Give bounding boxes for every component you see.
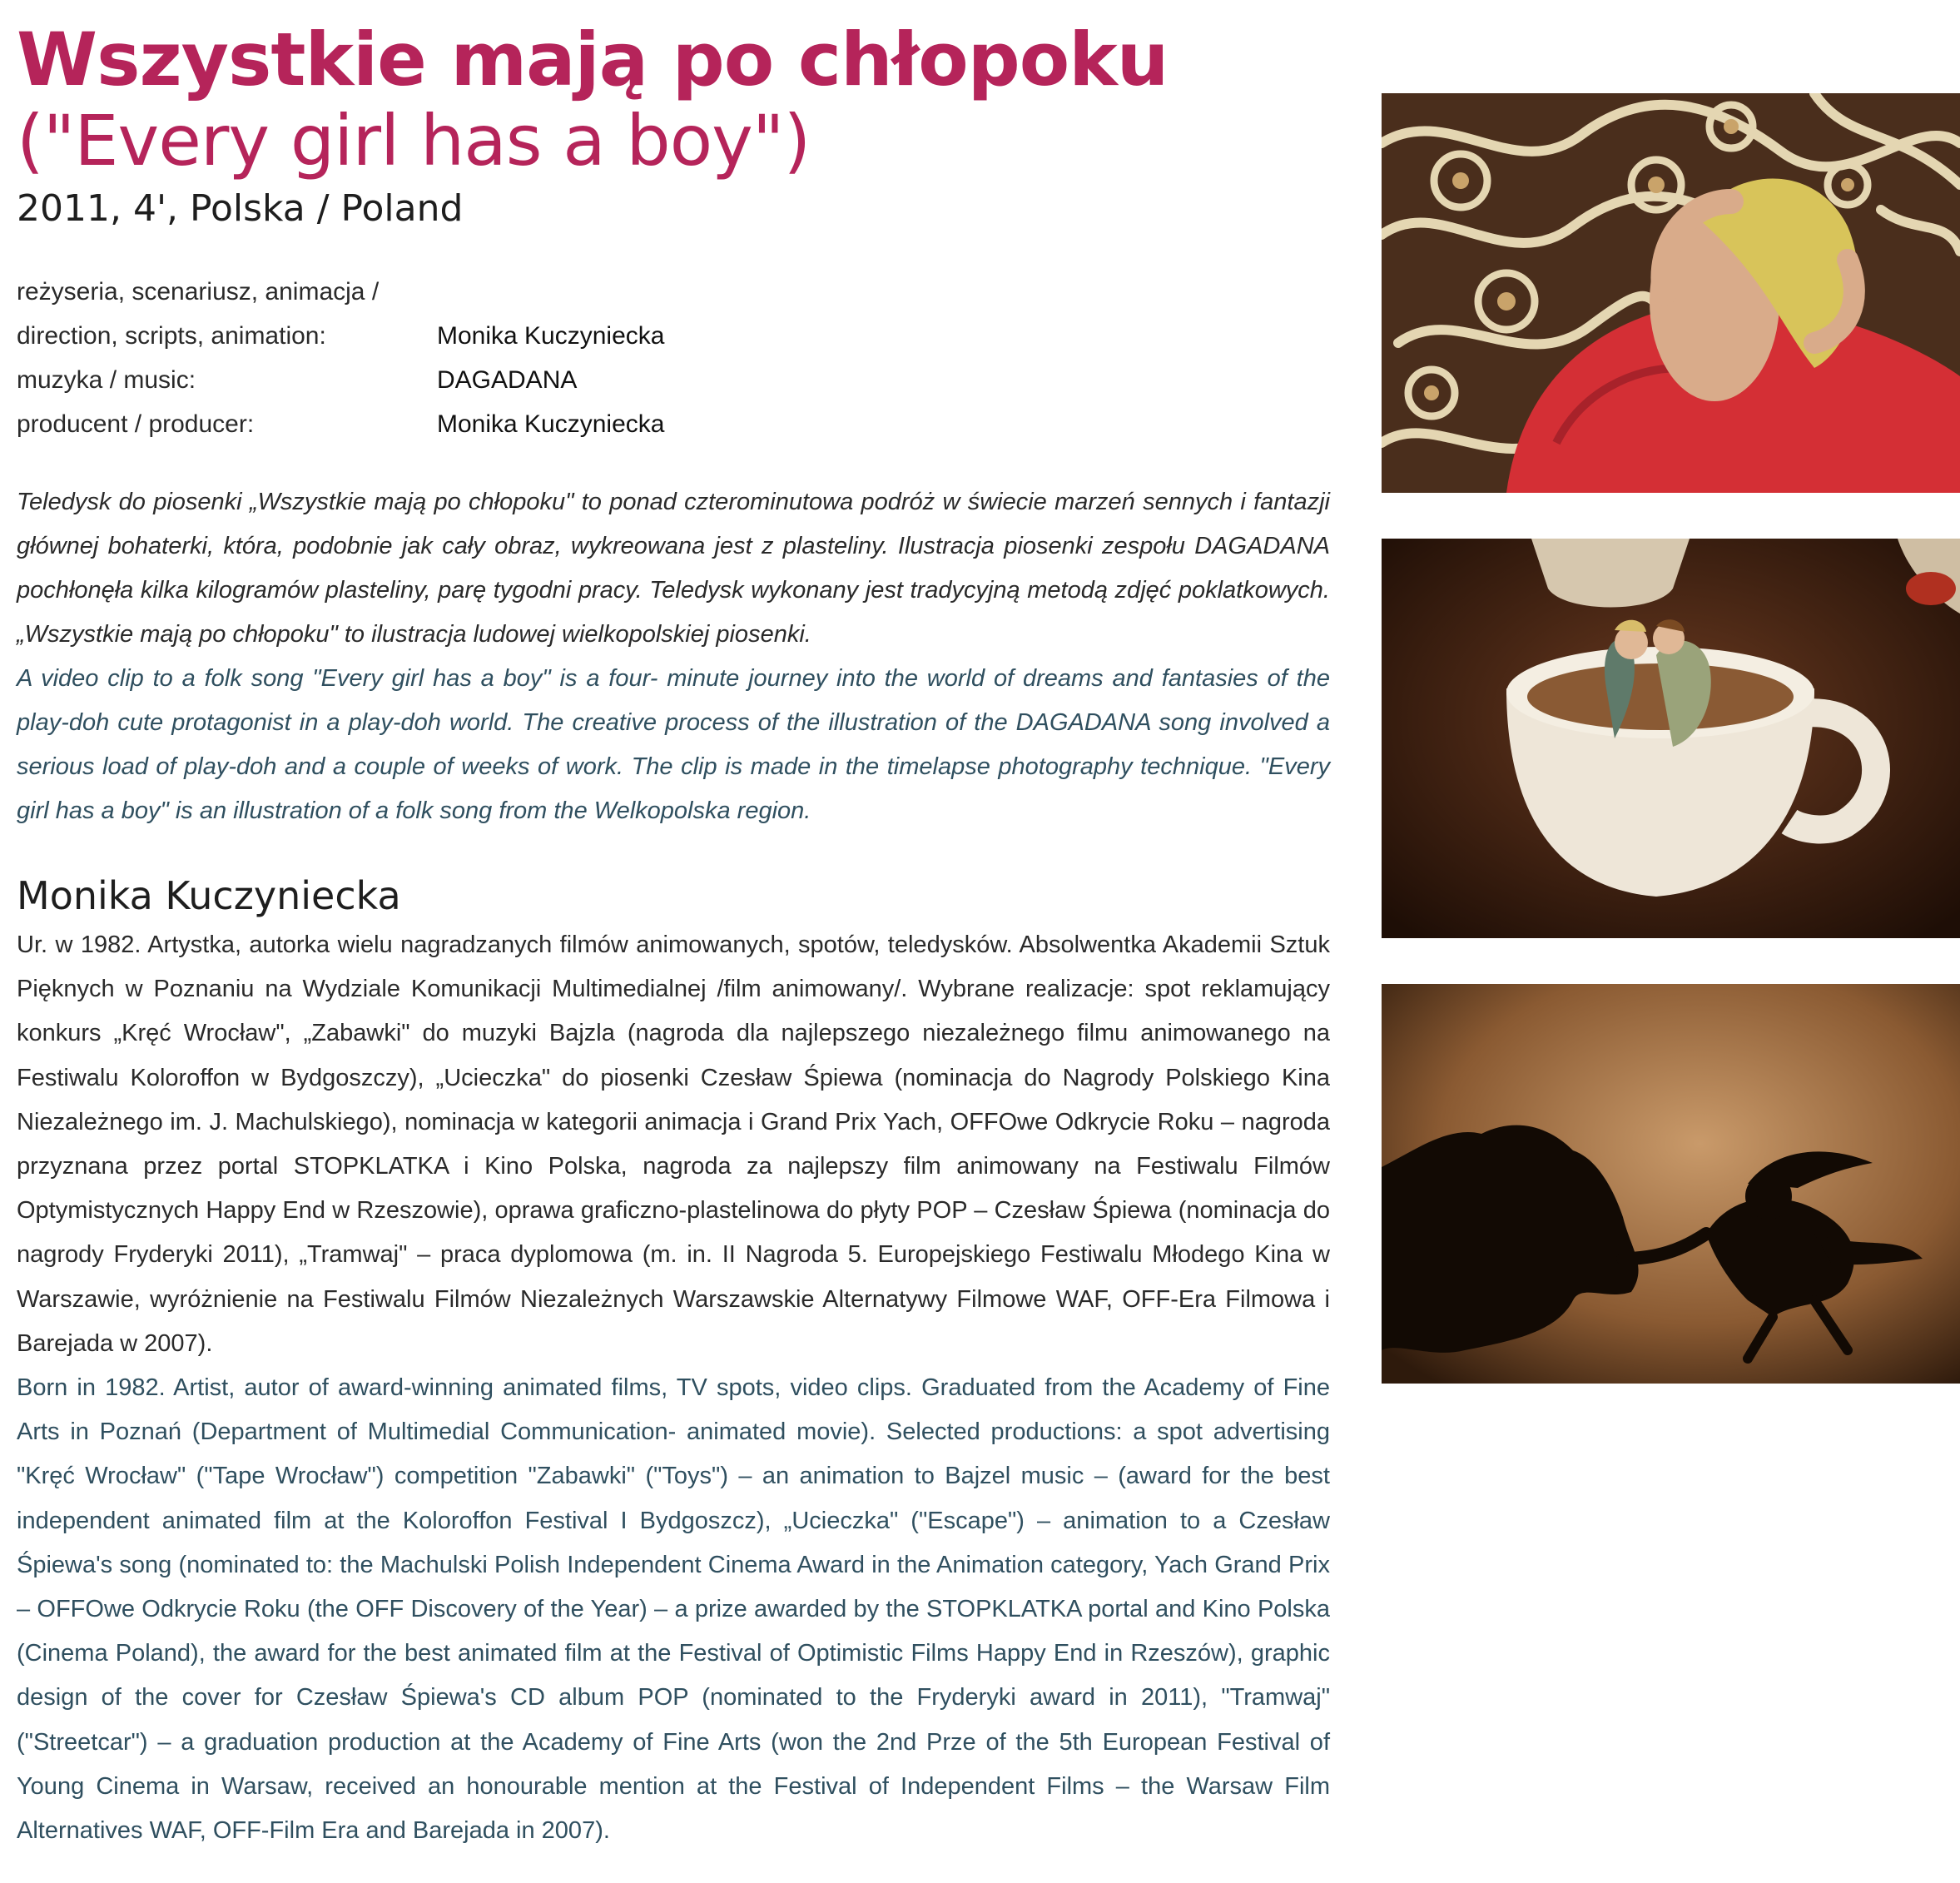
film-still-girl-lace-image xyxy=(1382,93,1960,493)
credit-row xyxy=(17,402,1330,446)
credit-label: producent / producer: xyxy=(17,410,255,438)
credit-value: Monika Kuczyniecka xyxy=(437,322,665,350)
description-english: A video clip to a folk song "Every girl has a boy" is a four- minute journey into the world of dreams and fantasies of the play-doh cute protagonist in a play-doh world. The creative process of the illustration of the DAGADANA song involved a serious load of play-doh and a couple of weeks of work. The clip is made in the timelapse photography technique. "Every girl has a boy" is an illustration of a folk song from the Welkopolska region. xyxy=(17,665,1330,824)
film-still-shadow-silhouette xyxy=(1382,984,1960,1384)
film-still-girl-lace xyxy=(1382,93,1960,493)
film-meta: 2011, 4', Polska / Poland xyxy=(17,187,464,230)
film-description xyxy=(17,480,1330,833)
bio-english: Born in 1982. Artist, autor of award-winning animated films, TV spots, video clips. Graduated from the Academy of Fine Arts in Poznań (Department of Multimedial Communication- animated movie). Selected productions: a spot advertising "Kręć Wrocław" ("Tape Wrocław") competition "Zabawki" ("Toys") – an animation to Bajzel music – (award for the best independent animated film at the Koloroffon Festival I Bydgoszcz), „Ucieczka" ("Escape") – animation to a Czesław Śpiewa's song (nominated to: the Machulski Polish Independent Cinema Award in the Animation category, Yach Grand Prix – OFFOwe Odkrycie Roku (the OFF Discovery of the Year) – a prize awarded by the STOPKLATKA portal and Kino Polska (Cinema Poland), the award for the best animated film at the Festival of Optimistic Films Happy End in Rzeszów), graphic design of the cover for Czesław Śpiewa's CD album POP (nominated to the Fryderyki award in 2011), "Tramwaj" ("Streetcar") – a graduation production at the Academy of Fine Arts (won the 2nd Prze of the 5th European Festival of Young Cinema in Warsaw, received an honourable mention at the Festival of Independent Films – the Warsaw Film Alternatives WAF, OFF-Film Era and Barejada in 2007). xyxy=(17,1374,1330,1845)
film-title-polish: Wszystkie mają po chłopoku xyxy=(17,17,1169,102)
bio-polish: Ur. w 1982. Artystka, autorka wielu nagradzanych filmów animowanych, spotów, teledysków. Absolwentka Akademii Sztuk Pięknych w Poznaniu na Wydziale Komunikacji Multimedialnej /film animowany/. Wybrane realizacje: spot reklamujący konkurs „Kręć Wrocław", „Zabawki" do muzyki Bajzla (nagroda dla najlepszego niezależnego filmu animowanego na Festiwalu Koloroffon w Bydgoszczy), „Ucieczka" do piosenki Czesław Śpiewa (nominacja do Nagrody Polskiego Kina Niezależnego im. J. Machulskiego), nominacja w kategorii animacja i Grand Prix Yach, OFFOwe Odkrycie Roku – nagroda przyznana przez portal STOPKLATKA i Kino Polska, nagroda za najlepszy film animowany na Festiwalu Filmów Optymistycznych Happy End w Rzeszowie), oprawa graficzno-plastelinowa do płyty POP – Czesław Śpiewa (nominacja do nagrody Fryderyki 2011), „Tramwaj" – praca dyplomowa (m. in. II Nagroda 5. Europejskiego Festiwalu Młodego Kina w Warszawie, wyróżnienie na Festiwalu Filmów Niezależnych Warszawskie Alternatywy Filmowe WAF, OFF-Era Filmowa i Barejada w 2007). xyxy=(17,932,1330,1357)
credits-list xyxy=(17,270,1330,446)
credit-value: DAGADANA xyxy=(437,366,578,394)
credit-value: Monika Kuczyniecka xyxy=(437,410,665,438)
film-title-english: ("Every girl has a boy") xyxy=(17,100,811,181)
credit-label: reżyseria, scenariusz, animacja / xyxy=(17,278,380,306)
film-still-shadow-silhouette-image xyxy=(1382,984,1960,1384)
film-still-teacup-couple xyxy=(1382,539,1960,938)
credit-label: muzyka / music: xyxy=(17,366,196,394)
credit-label: direction, scripts, animation: xyxy=(17,322,326,350)
credit-row xyxy=(17,270,1330,314)
main-column xyxy=(17,18,1330,1853)
description-polish: Teledysk do piosenki „Wszystkie mają po chłopoku" to ponad czterominutowa podróż w świecie marzeń sennych i fantazji głównej bohaterki, która, podobnie jak cały obraz, wykreowana jest z plasteliny. Ilustracja piosenki zespołu DAGADANA pochłonęła kilka kilogramów plasteliny, parę tygodni pracy. Teledysk wykonany jest tradycyjną metodą zdjęć poklatkowych. „Wszystkie mają po chłopoku" to ilustracja ludowej wielkopolskiej piosenki. xyxy=(17,489,1330,648)
director-bio xyxy=(17,923,1330,1853)
credit-row xyxy=(17,358,1330,402)
film-still-teacup-couple-image xyxy=(1382,539,1960,938)
director-name: Monika Kuczyniecka xyxy=(17,873,401,918)
credit-row xyxy=(17,314,1330,358)
